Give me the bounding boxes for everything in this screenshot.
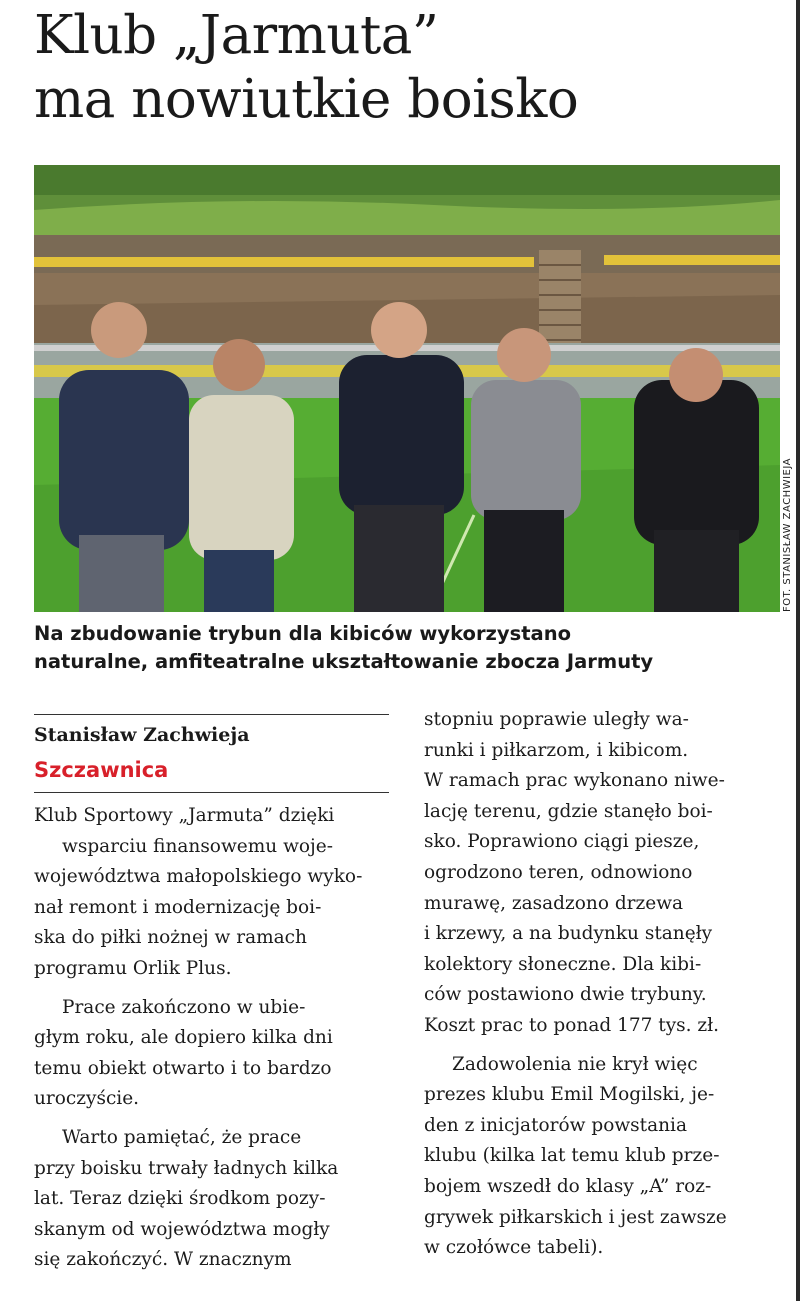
body-line: runki i piłkarzom, i kibicom. [424,739,689,761]
body-line: sko. Poprawiono ciągi piesze, [424,831,700,853]
body-line: Klub Sportowy „Jarmuta” dzięki [34,805,335,826]
byline-bottom-rule [34,792,389,793]
body-line: nał remont i modernizację boi- [34,896,322,918]
body-line: głym roku, ale dopiero kilka dni [34,1027,333,1049]
body-line: lację terenu, gdzie stanęło boi- [424,800,713,822]
body-line: wsparciu finansowemu woje- [62,835,333,857]
body-line: skanym od województwa mogły [34,1218,330,1240]
body-line: w czołówce tabeli). [424,1237,604,1259]
body-line: ska do piłki nożnej w ramach [34,927,307,949]
body-line: prezes klubu Emil Mogilski, je- [424,1084,715,1106]
body-line: temu obiekt otwarto i to bardzo [34,1057,332,1079]
headline-line-1: Klub „Jarmuta” [34,5,439,66]
body-line: województwa małopolskiego wyko- [34,866,363,888]
body-line: stopniu poprawie uległy wa- [424,709,689,730]
caption-line-1: Na zbudowanie trybun dla kibiców wykorzystano [34,622,571,645]
body-line: programu Orlik Plus. [34,957,232,979]
headline-line-2: ma nowiutkie boisko [34,69,579,130]
byline-author: Stanisław Zachwieja [34,724,250,746]
body-line: W ramach prac wykonano niwe- [424,770,725,792]
article-headline [34,4,774,132]
body-line: murawę, zasadzono drzewa [424,892,684,914]
body-line: się zakończyć. W znacznym [34,1249,292,1271]
body-line: uroczyście. [34,1088,140,1110]
body-line: bojem wszedł do klasy „A” roz- [424,1175,712,1197]
body-line: klubu (kilka lat temu klub prze- [424,1145,720,1167]
body-line: Zadowolenia nie krył więc [452,1053,698,1075]
body-line: przy boisku trwały ładnych kilka [34,1157,339,1179]
body-line: i krzewy, a na budynku stanęły [424,923,713,945]
article-column-1 [34,801,394,1276]
byline-location: Szczawnica [34,758,169,782]
body-line: ców postawiono dwie trybuny. [424,984,707,1006]
photo-credit: FOT. STANISŁAW ZACHWIEJA [782,458,793,612]
body-line: den z inicjatorów powstania [424,1114,687,1136]
body-line: grywek piłkarskich i jest zawsze [424,1206,727,1228]
body-line: lat. Teraz dzięki środkom pozy- [34,1188,326,1210]
body-line: Prace zakończono w ubie- [62,996,306,1018]
photo-caption [34,620,774,676]
article-photo [34,165,780,612]
body-line: ogrodzono teren, odnowiono [424,861,693,883]
body-line: Warto pamiętać, że prace [62,1126,302,1148]
body-line: kolektory słoneczne. Dla kibi- [424,953,702,975]
body-line: Koszt prac to ponad 177 tys. zł. [424,1014,720,1036]
byline-top-rule [34,714,389,715]
caption-line-2: naturalne, amfiteatralne ukształtowanie zbocza Jarmuty [34,650,654,673]
article-column-2 [424,705,784,1264]
page-edge-rule [796,0,800,1301]
